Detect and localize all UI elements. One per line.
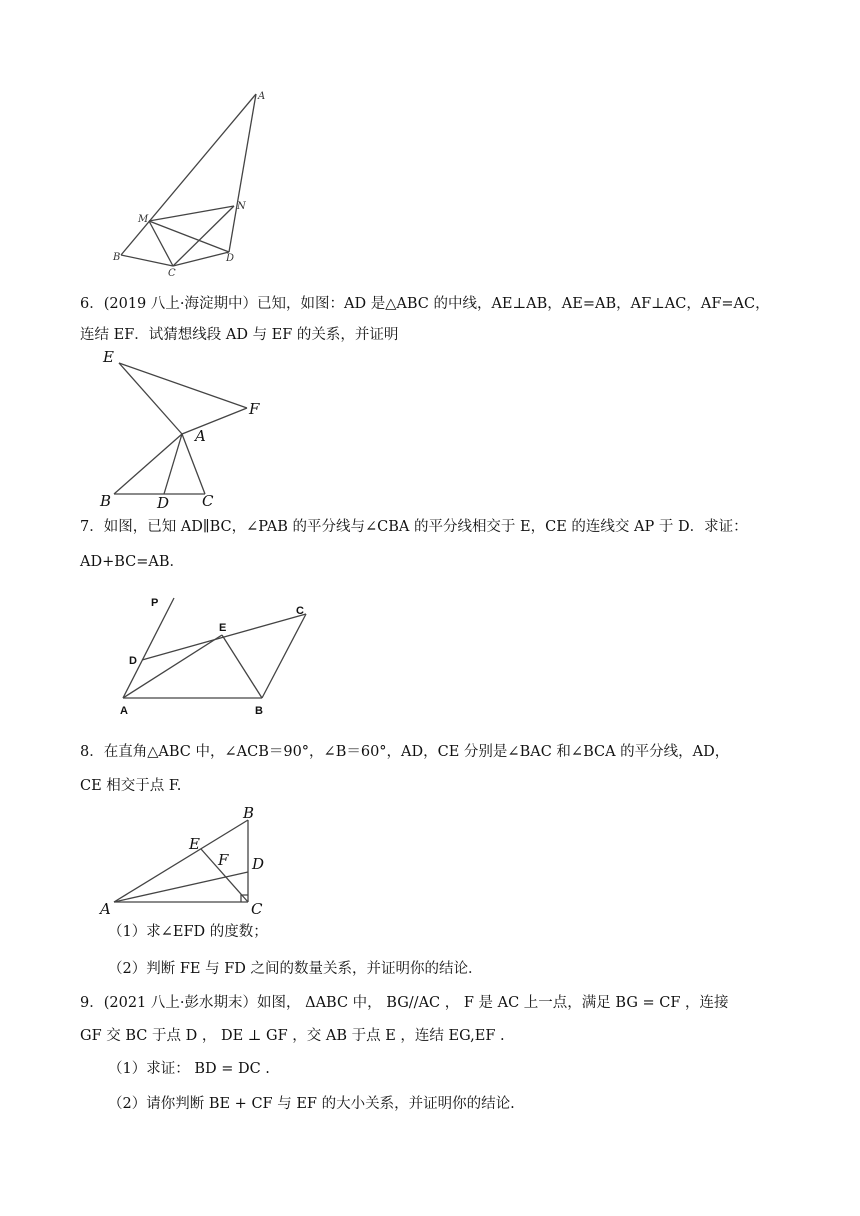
- q8-sub1: （1）求∠EFD 的度数；: [108, 924, 268, 940]
- figure-q5: [110, 88, 280, 280]
- point-label-d: D: [157, 494, 170, 512]
- q8-text-line1: 8．在直角△ABC 中，∠ACB＝90°，∠B＝60°，AD，CE 分别是∠BAC 和∠BCA 的平分线，AD，: [80, 744, 730, 760]
- point-label-f: F: [249, 400, 260, 418]
- q9-text-line2: GF 交 BC 于点 D ， DE ⊥ GF ，交 AB 于点 E ，连结 EG,EF .: [80, 1028, 505, 1044]
- q8-sub2: （2）判断 FE 与 FD 之间的数量关系，并证明你的结论．: [108, 961, 483, 977]
- point-label-e: E: [189, 835, 200, 853]
- q6-text-line1: 6．(2019 八上·海淀期中）已知，如图：AD 是△ABC 的中线，AE⊥AB，AE=AB，AF⊥AC，AF=AC，: [80, 296, 770, 312]
- point-label-a: A: [120, 705, 128, 717]
- point-label-b: B: [113, 252, 121, 263]
- point-label-e: E: [219, 622, 227, 634]
- point-label-b: B: [100, 492, 112, 510]
- point-label-a: A: [258, 91, 266, 102]
- point-label-a: A: [195, 427, 206, 445]
- point-label-c: C: [202, 492, 214, 510]
- point-label-m: M: [138, 214, 149, 225]
- point-label-a: A: [100, 900, 111, 918]
- q9-sub1: （1）求证： BD = DC .: [108, 1061, 270, 1077]
- point-label-b: B: [243, 804, 255, 822]
- q7-text-line2: AD+BC=AB．: [80, 554, 185, 570]
- point-label-f: F: [218, 851, 229, 869]
- point-label-d: D: [129, 655, 137, 667]
- q8-text-line2: CE 相交于点 F.: [80, 778, 182, 794]
- q9-text-line1: 9．(2021 八上·彭水期末）如图， ΔABC 中， BG//AC ， F 是 AC 上一点，满足 BG = CF ，连接: [80, 995, 729, 1011]
- point-label-c: C: [296, 605, 304, 617]
- q6-text-line2: 连结 EF．试猜想线段 AD 与 EF 的关系，并证明: [80, 327, 399, 343]
- point-label-b: B: [255, 705, 263, 717]
- point-label-e: E: [103, 348, 114, 366]
- point-label-p: P: [151, 597, 159, 609]
- point-label-d: D: [252, 855, 265, 873]
- point-label-c: C: [168, 268, 176, 279]
- point-label-d: D: [226, 253, 235, 264]
- point-label-c: C: [251, 900, 263, 918]
- q7-text-line1: 7．如图，已知 AD∥BC，∠PAB 的平分线与∠CBA 的平分线相交于 E，CE 的连线交 AP 于 D．求证：: [80, 519, 748, 535]
- figure-q6: [96, 346, 276, 512]
- q9-sub2: （2）请你判断 BE + CF 与 EF 的大小关系，并证明你的结论.: [108, 1096, 515, 1112]
- point-label-n: N: [237, 201, 246, 212]
- figure-q7: [110, 590, 320, 720]
- figure-q8: [96, 800, 276, 918]
